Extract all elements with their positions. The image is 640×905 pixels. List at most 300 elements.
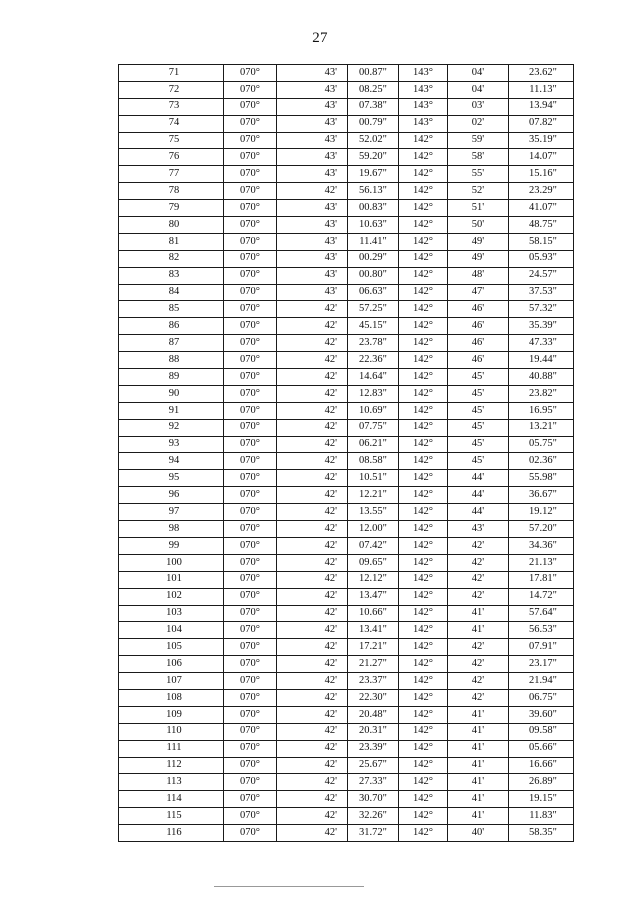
- longitude-minutes-cell: 58': [448, 149, 509, 166]
- point-number-cell: 81: [119, 233, 224, 250]
- point-number-cell: 90: [119, 385, 224, 402]
- longitude-seconds-cell: 11.13": [509, 81, 574, 98]
- longitude-degrees-cell: 142°: [399, 656, 448, 673]
- longitude-minutes-cell: 50': [448, 217, 509, 234]
- latitude-minutes-cell: 42': [277, 825, 348, 842]
- point-number-cell: 108: [119, 689, 224, 706]
- longitude-seconds-cell: 21.94": [509, 673, 574, 690]
- point-number-cell: 78: [119, 183, 224, 200]
- latitude-degrees-cell: 070°: [224, 267, 277, 284]
- latitude-seconds-cell: 12.00": [348, 521, 399, 538]
- point-number-cell: 112: [119, 757, 224, 774]
- point-number-cell: 79: [119, 200, 224, 217]
- latitude-minutes-cell: 42': [277, 521, 348, 538]
- table-row: [119, 352, 574, 369]
- latitude-minutes-cell: 42': [277, 487, 348, 504]
- latitude-minutes-cell: 42': [277, 706, 348, 723]
- latitude-minutes-cell: 42': [277, 791, 348, 808]
- latitude-seconds-cell: 20.31": [348, 723, 399, 740]
- longitude-degrees-cell: 142°: [399, 673, 448, 690]
- table-row: [119, 267, 574, 284]
- latitude-minutes-cell: 43': [277, 98, 348, 115]
- longitude-degrees-cell: 142°: [399, 250, 448, 267]
- latitude-minutes-cell: 42': [277, 571, 348, 588]
- longitude-seconds-cell: 14.72": [509, 588, 574, 605]
- longitude-degrees-cell: 142°: [399, 706, 448, 723]
- latitude-seconds-cell: 21.27": [348, 656, 399, 673]
- longitude-minutes-cell: 42': [448, 639, 509, 656]
- latitude-seconds-cell: 22.36": [348, 352, 399, 369]
- longitude-degrees-cell: 142°: [399, 740, 448, 757]
- latitude-minutes-cell: 42': [277, 605, 348, 622]
- latitude-degrees-cell: 070°: [224, 385, 277, 402]
- point-number-cell: 91: [119, 402, 224, 419]
- longitude-degrees-cell: 142°: [399, 217, 448, 234]
- longitude-minutes-cell: 45': [448, 436, 509, 453]
- longitude-minutes-cell: 52': [448, 183, 509, 200]
- point-number-cell: 84: [119, 284, 224, 301]
- longitude-minutes-cell: 42': [448, 554, 509, 571]
- longitude-seconds-cell: 14.07": [509, 149, 574, 166]
- point-number-cell: 106: [119, 656, 224, 673]
- longitude-minutes-cell: 41': [448, 622, 509, 639]
- latitude-seconds-cell: 08.58": [348, 453, 399, 470]
- latitude-seconds-cell: 00.83": [348, 200, 399, 217]
- point-number-cell: 110: [119, 723, 224, 740]
- point-number-cell: 98: [119, 521, 224, 538]
- table-row: [119, 233, 574, 250]
- longitude-seconds-cell: 48.75": [509, 217, 574, 234]
- longitude-seconds-cell: 37.53": [509, 284, 574, 301]
- latitude-seconds-cell: 06.63": [348, 284, 399, 301]
- latitude-degrees-cell: 070°: [224, 183, 277, 200]
- point-number-cell: 83: [119, 267, 224, 284]
- table-row: [119, 217, 574, 234]
- longitude-minutes-cell: 44': [448, 487, 509, 504]
- longitude-degrees-cell: 142°: [399, 233, 448, 250]
- longitude-minutes-cell: 03': [448, 98, 509, 115]
- longitude-seconds-cell: 19.15": [509, 791, 574, 808]
- latitude-degrees-cell: 070°: [224, 825, 277, 842]
- longitude-minutes-cell: 45': [448, 453, 509, 470]
- longitude-minutes-cell: 51': [448, 200, 509, 217]
- longitude-seconds-cell: 35.39": [509, 318, 574, 335]
- longitude-seconds-cell: 58.15": [509, 233, 574, 250]
- latitude-seconds-cell: 13.55": [348, 504, 399, 521]
- latitude-seconds-cell: 13.41": [348, 622, 399, 639]
- latitude-degrees-cell: 070°: [224, 554, 277, 571]
- table-row: [119, 200, 574, 217]
- point-number-cell: 111: [119, 740, 224, 757]
- page-number: 27: [312, 30, 328, 46]
- latitude-seconds-cell: 10.66": [348, 605, 399, 622]
- table-row: [119, 487, 574, 504]
- point-number-cell: 102: [119, 588, 224, 605]
- latitude-minutes-cell: 43': [277, 200, 348, 217]
- longitude-degrees-cell: 142°: [399, 605, 448, 622]
- longitude-degrees-cell: 142°: [399, 183, 448, 200]
- longitude-minutes-cell: 49': [448, 233, 509, 250]
- latitude-minutes-cell: 42': [277, 352, 348, 369]
- latitude-minutes-cell: 42': [277, 419, 348, 436]
- table-row: [119, 335, 574, 352]
- longitude-degrees-cell: 142°: [399, 352, 448, 369]
- latitude-seconds-cell: 23.37": [348, 673, 399, 690]
- longitude-minutes-cell: 46': [448, 335, 509, 352]
- footer-rule: [214, 886, 364, 887]
- latitude-minutes-cell: 42': [277, 673, 348, 690]
- point-number-cell: 72: [119, 81, 224, 98]
- point-number-cell: 109: [119, 706, 224, 723]
- latitude-minutes-cell: 42': [277, 689, 348, 706]
- latitude-degrees-cell: 070°: [224, 419, 277, 436]
- point-number-cell: 116: [119, 825, 224, 842]
- longitude-degrees-cell: 142°: [399, 808, 448, 825]
- latitude-degrees-cell: 070°: [224, 656, 277, 673]
- longitude-seconds-cell: 57.64": [509, 605, 574, 622]
- longitude-degrees-cell: 142°: [399, 369, 448, 386]
- longitude-degrees-cell: 143°: [399, 115, 448, 132]
- latitude-minutes-cell: 42': [277, 639, 348, 656]
- longitude-seconds-cell: 57.32": [509, 301, 574, 318]
- latitude-degrees-cell: 070°: [224, 132, 277, 149]
- latitude-seconds-cell: 09.65": [348, 554, 399, 571]
- latitude-minutes-cell: 43': [277, 166, 348, 183]
- table-row: [119, 689, 574, 706]
- longitude-degrees-cell: 142°: [399, 335, 448, 352]
- table-row: [119, 318, 574, 335]
- latitude-degrees-cell: 070°: [224, 673, 277, 690]
- longitude-degrees-cell: 142°: [399, 689, 448, 706]
- longitude-minutes-cell: 45': [448, 369, 509, 386]
- longitude-degrees-cell: 142°: [399, 774, 448, 791]
- latitude-minutes-cell: 42': [277, 385, 348, 402]
- latitude-minutes-cell: 42': [277, 723, 348, 740]
- point-number-cell: 113: [119, 774, 224, 791]
- table-row: [119, 791, 574, 808]
- longitude-degrees-cell: 142°: [399, 622, 448, 639]
- table-row: [119, 166, 574, 183]
- latitude-seconds-cell: 30.70": [348, 791, 399, 808]
- latitude-degrees-cell: 070°: [224, 537, 277, 554]
- latitude-degrees-cell: 070°: [224, 521, 277, 538]
- table-row: [119, 588, 574, 605]
- table-row: [119, 470, 574, 487]
- longitude-minutes-cell: 41': [448, 706, 509, 723]
- point-number-cell: 88: [119, 352, 224, 369]
- longitude-seconds-cell: 40.88": [509, 369, 574, 386]
- table-row: [119, 605, 574, 622]
- longitude-degrees-cell: 142°: [399, 318, 448, 335]
- table-row: [119, 639, 574, 656]
- table-row: [119, 723, 574, 740]
- longitude-seconds-cell: 35.19": [509, 132, 574, 149]
- longitude-seconds-cell: 07.82": [509, 115, 574, 132]
- latitude-seconds-cell: 14.64": [348, 369, 399, 386]
- longitude-seconds-cell: 34.36": [509, 537, 574, 554]
- table-row: [119, 774, 574, 791]
- longitude-minutes-cell: 59': [448, 132, 509, 149]
- latitude-degrees-cell: 070°: [224, 689, 277, 706]
- latitude-minutes-cell: 42': [277, 453, 348, 470]
- longitude-degrees-cell: 142°: [399, 267, 448, 284]
- table-row: [119, 132, 574, 149]
- longitude-degrees-cell: 142°: [399, 402, 448, 419]
- longitude-degrees-cell: 142°: [399, 487, 448, 504]
- latitude-seconds-cell: 57.25": [348, 301, 399, 318]
- latitude-degrees-cell: 070°: [224, 588, 277, 605]
- latitude-minutes-cell: 43': [277, 65, 348, 82]
- latitude-degrees-cell: 070°: [224, 470, 277, 487]
- latitude-degrees-cell: 070°: [224, 436, 277, 453]
- latitude-degrees-cell: 070°: [224, 791, 277, 808]
- table-row: [119, 149, 574, 166]
- table-row: [119, 284, 574, 301]
- latitude-minutes-cell: 42': [277, 554, 348, 571]
- point-number-cell: 89: [119, 369, 224, 386]
- longitude-degrees-cell: 142°: [399, 284, 448, 301]
- coordinates-table: [118, 64, 574, 842]
- longitude-minutes-cell: 04': [448, 65, 509, 82]
- longitude-seconds-cell: 57.20": [509, 521, 574, 538]
- latitude-degrees-cell: 070°: [224, 504, 277, 521]
- point-number-cell: 76: [119, 149, 224, 166]
- latitude-seconds-cell: 17.21": [348, 639, 399, 656]
- longitude-minutes-cell: 42': [448, 571, 509, 588]
- longitude-seconds-cell: 19.44": [509, 352, 574, 369]
- latitude-seconds-cell: 23.39": [348, 740, 399, 757]
- latitude-minutes-cell: 42': [277, 537, 348, 554]
- longitude-seconds-cell: 55.98": [509, 470, 574, 487]
- longitude-degrees-cell: 142°: [399, 385, 448, 402]
- longitude-minutes-cell: 46': [448, 352, 509, 369]
- table-row: [119, 537, 574, 554]
- longitude-seconds-cell: 13.94": [509, 98, 574, 115]
- longitude-seconds-cell: 26.89": [509, 774, 574, 791]
- latitude-seconds-cell: 19.67": [348, 166, 399, 183]
- table-row: [119, 808, 574, 825]
- latitude-degrees-cell: 070°: [224, 233, 277, 250]
- longitude-degrees-cell: 142°: [399, 791, 448, 808]
- latitude-degrees-cell: 070°: [224, 65, 277, 82]
- table-row: [119, 521, 574, 538]
- latitude-minutes-cell: 43': [277, 284, 348, 301]
- longitude-degrees-cell: 143°: [399, 81, 448, 98]
- longitude-degrees-cell: 142°: [399, 554, 448, 571]
- latitude-degrees-cell: 070°: [224, 149, 277, 166]
- longitude-degrees-cell: 143°: [399, 98, 448, 115]
- longitude-seconds-cell: 21.13": [509, 554, 574, 571]
- latitude-degrees-cell: 070°: [224, 217, 277, 234]
- longitude-seconds-cell: 47.33": [509, 335, 574, 352]
- longitude-seconds-cell: 13.21": [509, 419, 574, 436]
- latitude-seconds-cell: 07.38": [348, 98, 399, 115]
- latitude-seconds-cell: 12.21": [348, 487, 399, 504]
- longitude-minutes-cell: 41': [448, 723, 509, 740]
- table-row: [119, 385, 574, 402]
- latitude-seconds-cell: 11.41": [348, 233, 399, 250]
- longitude-seconds-cell: 07.91": [509, 639, 574, 656]
- longitude-degrees-cell: 142°: [399, 639, 448, 656]
- point-number-cell: 105: [119, 639, 224, 656]
- point-number-cell: 74: [119, 115, 224, 132]
- latitude-minutes-cell: 43': [277, 217, 348, 234]
- point-number-cell: 96: [119, 487, 224, 504]
- latitude-seconds-cell: 52.02": [348, 132, 399, 149]
- longitude-degrees-cell: 142°: [399, 537, 448, 554]
- latitude-seconds-cell: 56.13": [348, 183, 399, 200]
- longitude-minutes-cell: 40': [448, 825, 509, 842]
- latitude-seconds-cell: 13.47": [348, 588, 399, 605]
- longitude-degrees-cell: 142°: [399, 825, 448, 842]
- longitude-minutes-cell: 42': [448, 689, 509, 706]
- latitude-degrees-cell: 070°: [224, 402, 277, 419]
- table-row: [119, 453, 574, 470]
- longitude-minutes-cell: 49': [448, 250, 509, 267]
- longitude-seconds-cell: 24.57": [509, 267, 574, 284]
- latitude-minutes-cell: 42': [277, 369, 348, 386]
- latitude-degrees-cell: 070°: [224, 369, 277, 386]
- longitude-seconds-cell: 16.95": [509, 402, 574, 419]
- latitude-degrees-cell: 070°: [224, 284, 277, 301]
- table-row: [119, 98, 574, 115]
- table-row: [119, 65, 574, 82]
- table-row: [119, 250, 574, 267]
- point-number-cell: 77: [119, 166, 224, 183]
- longitude-minutes-cell: 42': [448, 656, 509, 673]
- longitude-degrees-cell: 142°: [399, 436, 448, 453]
- point-number-cell: 101: [119, 571, 224, 588]
- latitude-degrees-cell: 070°: [224, 200, 277, 217]
- longitude-seconds-cell: 23.82": [509, 385, 574, 402]
- latitude-minutes-cell: 42': [277, 656, 348, 673]
- point-number-cell: 93: [119, 436, 224, 453]
- latitude-minutes-cell: 43': [277, 149, 348, 166]
- table-row: [119, 436, 574, 453]
- longitude-degrees-cell: 142°: [399, 504, 448, 521]
- longitude-minutes-cell: 02': [448, 115, 509, 132]
- latitude-seconds-cell: 45.15": [348, 318, 399, 335]
- table-row: [119, 419, 574, 436]
- longitude-minutes-cell: 55': [448, 166, 509, 183]
- table-row: [119, 825, 574, 842]
- point-number-cell: 75: [119, 132, 224, 149]
- longitude-seconds-cell: 15.16": [509, 166, 574, 183]
- latitude-seconds-cell: 23.78": [348, 335, 399, 352]
- longitude-seconds-cell: 05.75": [509, 436, 574, 453]
- longitude-seconds-cell: 05.93": [509, 250, 574, 267]
- latitude-degrees-cell: 070°: [224, 250, 277, 267]
- latitude-minutes-cell: 42': [277, 335, 348, 352]
- latitude-degrees-cell: 070°: [224, 98, 277, 115]
- latitude-minutes-cell: 42': [277, 622, 348, 639]
- point-number-cell: 92: [119, 419, 224, 436]
- longitude-minutes-cell: 42': [448, 588, 509, 605]
- latitude-minutes-cell: 42': [277, 740, 348, 757]
- longitude-minutes-cell: 41': [448, 605, 509, 622]
- table-row: [119, 740, 574, 757]
- latitude-minutes-cell: 42': [277, 808, 348, 825]
- point-number-cell: 87: [119, 335, 224, 352]
- longitude-seconds-cell: 41.07": [509, 200, 574, 217]
- latitude-degrees-cell: 070°: [224, 808, 277, 825]
- table-row: [119, 402, 574, 419]
- table-row: [119, 183, 574, 200]
- latitude-seconds-cell: 32.26": [348, 808, 399, 825]
- point-number-cell: 73: [119, 98, 224, 115]
- longitude-minutes-cell: 42': [448, 673, 509, 690]
- longitude-seconds-cell: 39.60": [509, 706, 574, 723]
- table-row: [119, 673, 574, 690]
- longitude-degrees-cell: 143°: [399, 65, 448, 82]
- longitude-minutes-cell: 44': [448, 504, 509, 521]
- latitude-degrees-cell: 070°: [224, 335, 277, 352]
- latitude-degrees-cell: 070°: [224, 166, 277, 183]
- table-row: [119, 369, 574, 386]
- latitude-minutes-cell: 42': [277, 504, 348, 521]
- longitude-degrees-cell: 142°: [399, 166, 448, 183]
- latitude-minutes-cell: 42': [277, 301, 348, 318]
- longitude-minutes-cell: 41': [448, 791, 509, 808]
- longitude-seconds-cell: 11.83": [509, 808, 574, 825]
- point-number-cell: 94: [119, 453, 224, 470]
- latitude-seconds-cell: 25.67": [348, 757, 399, 774]
- point-number-cell: 99: [119, 537, 224, 554]
- latitude-degrees-cell: 070°: [224, 81, 277, 98]
- latitude-degrees-cell: 070°: [224, 352, 277, 369]
- latitude-seconds-cell: 10.69": [348, 402, 399, 419]
- longitude-minutes-cell: 42': [448, 537, 509, 554]
- longitude-degrees-cell: 142°: [399, 723, 448, 740]
- longitude-seconds-cell: 09.58": [509, 723, 574, 740]
- latitude-degrees-cell: 070°: [224, 757, 277, 774]
- latitude-minutes-cell: 43': [277, 250, 348, 267]
- longitude-seconds-cell: 23.29": [509, 183, 574, 200]
- table-row: [119, 622, 574, 639]
- point-number-cell: 85: [119, 301, 224, 318]
- latitude-degrees-cell: 070°: [224, 639, 277, 656]
- point-number-cell: 97: [119, 504, 224, 521]
- longitude-seconds-cell: 56.53": [509, 622, 574, 639]
- point-number-cell: 115: [119, 808, 224, 825]
- table-row: [119, 504, 574, 521]
- latitude-seconds-cell: 00.29": [348, 250, 399, 267]
- latitude-minutes-cell: 43': [277, 81, 348, 98]
- longitude-degrees-cell: 142°: [399, 588, 448, 605]
- latitude-minutes-cell: 43': [277, 233, 348, 250]
- longitude-degrees-cell: 142°: [399, 757, 448, 774]
- longitude-minutes-cell: 46': [448, 318, 509, 335]
- longitude-minutes-cell: 41': [448, 774, 509, 791]
- latitude-minutes-cell: 42': [277, 318, 348, 335]
- longitude-seconds-cell: 58.35": [509, 825, 574, 842]
- latitude-seconds-cell: 08.25": [348, 81, 399, 98]
- point-number-cell: 86: [119, 318, 224, 335]
- longitude-seconds-cell: 19.12": [509, 504, 574, 521]
- latitude-degrees-cell: 070°: [224, 740, 277, 757]
- latitude-minutes-cell: 42': [277, 402, 348, 419]
- longitude-minutes-cell: 45': [448, 385, 509, 402]
- latitude-seconds-cell: 22.30": [348, 689, 399, 706]
- longitude-minutes-cell: 41': [448, 757, 509, 774]
- longitude-minutes-cell: 47': [448, 284, 509, 301]
- latitude-seconds-cell: 12.83": [348, 385, 399, 402]
- table-row: [119, 115, 574, 132]
- latitude-seconds-cell: 07.42": [348, 537, 399, 554]
- latitude-minutes-cell: 42': [277, 757, 348, 774]
- longitude-degrees-cell: 142°: [399, 419, 448, 436]
- latitude-degrees-cell: 070°: [224, 774, 277, 791]
